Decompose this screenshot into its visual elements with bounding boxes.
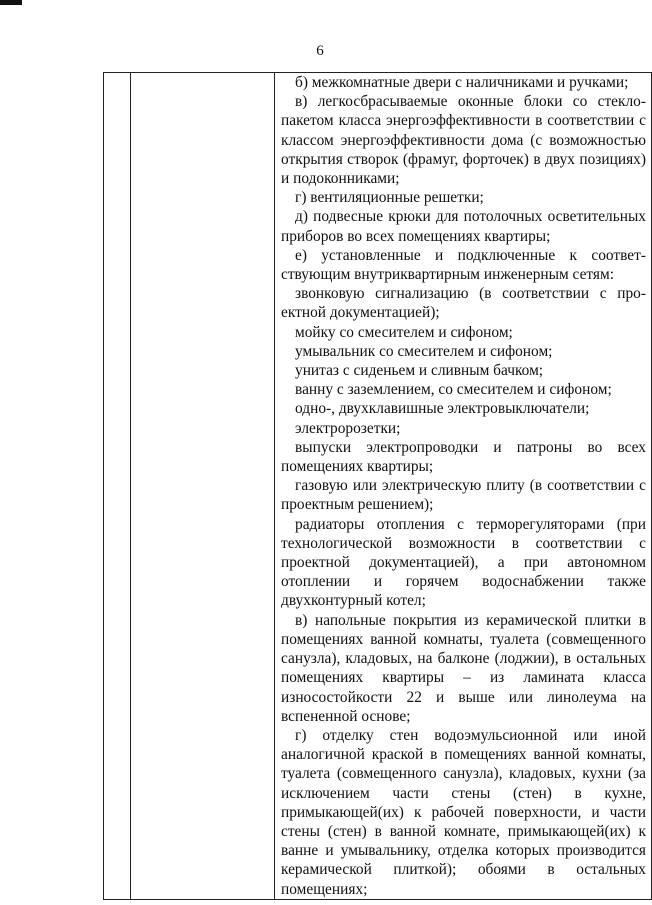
paragraph: радиаторы отопления с терморегуляторами (при технологической возможности в соответствии с проектной документацией), а при автономном отоплении и горячем водоснабжении также двухконтурный котел; xyxy=(281,515,646,610)
category-cell xyxy=(131,73,275,900)
paragraph: б) межкомнатные двери с наличниками и ручками; xyxy=(295,74,629,91)
paragraph: звонковую сигнализацию (в соответствии с проектной документацией); xyxy=(281,285,646,322)
paragraph: в) легкосбрасываемые оконные блоки со стеклопакетом класса энергоэффективности в соответствии с классом энергоэффективности дома (с возможностью открытия створок (фрамуг, форточек) в двух позициях) и подоконниками; xyxy=(281,93,646,188)
paragraph: г) вентиляционные решетки; xyxy=(295,189,484,207)
number-cell xyxy=(104,73,131,900)
paragraph: в) напольные покрытия из керамической плитки в помещениях ванной комнаты, туалета (совмещенного санузла), кладовых, на балконе (лоджии), в остальных помещениях квартиры – из ламината класса износостойкости 22 и выше или линолеума на вспененной основе; xyxy=(281,611,646,725)
paragraph: умывальник со смесителем и сифоном; xyxy=(295,342,553,360)
paragraph: мойку со смесителем и сифоном; xyxy=(295,323,513,341)
requirements-table xyxy=(103,72,652,900)
scan-corner-mark xyxy=(0,0,22,5)
paragraph: ванну с заземлением, со смесителем и сифоном; xyxy=(295,381,612,399)
paragraph: д) подвесные крюки для потолочных осветительных приборов во всех помещениях квартиры; xyxy=(281,208,646,245)
paragraph: выпуски электропроводки и патроны во всех помещениях квартиры; xyxy=(281,438,646,476)
paragraph: газовую или электрическую плиту (в соответствии с проектным решением); xyxy=(281,477,646,514)
content-cell xyxy=(275,73,652,900)
paragraph: одно-, двухклавишные электровыключатели; xyxy=(295,400,590,418)
table-row xyxy=(104,73,652,900)
page-number: 6 xyxy=(316,43,324,59)
paragraph: электророзетки; xyxy=(295,419,401,437)
paragraph: унитаз с сиденьем и сливным бачком; xyxy=(295,362,544,380)
paragraph: г) отделку стен водоэмульсионной или иной аналогичной краской в помещениях ванной комнаты, туалета (совмещенного санузла), кладовых, кухни (за исключением части стены (стен) в кухне, примыкающей(их) к рабочей поверхности, и части стены (стен) в ванной комнате, примыкающей(их) к ванне и умывальнику, отделка которых производится керамической плиткой); обоями в остальных помещениях; xyxy=(281,726,646,898)
paragraph: е) установленные и подключенные к соответствующим внутриквартирным инженерным сетям: xyxy=(281,246,646,284)
